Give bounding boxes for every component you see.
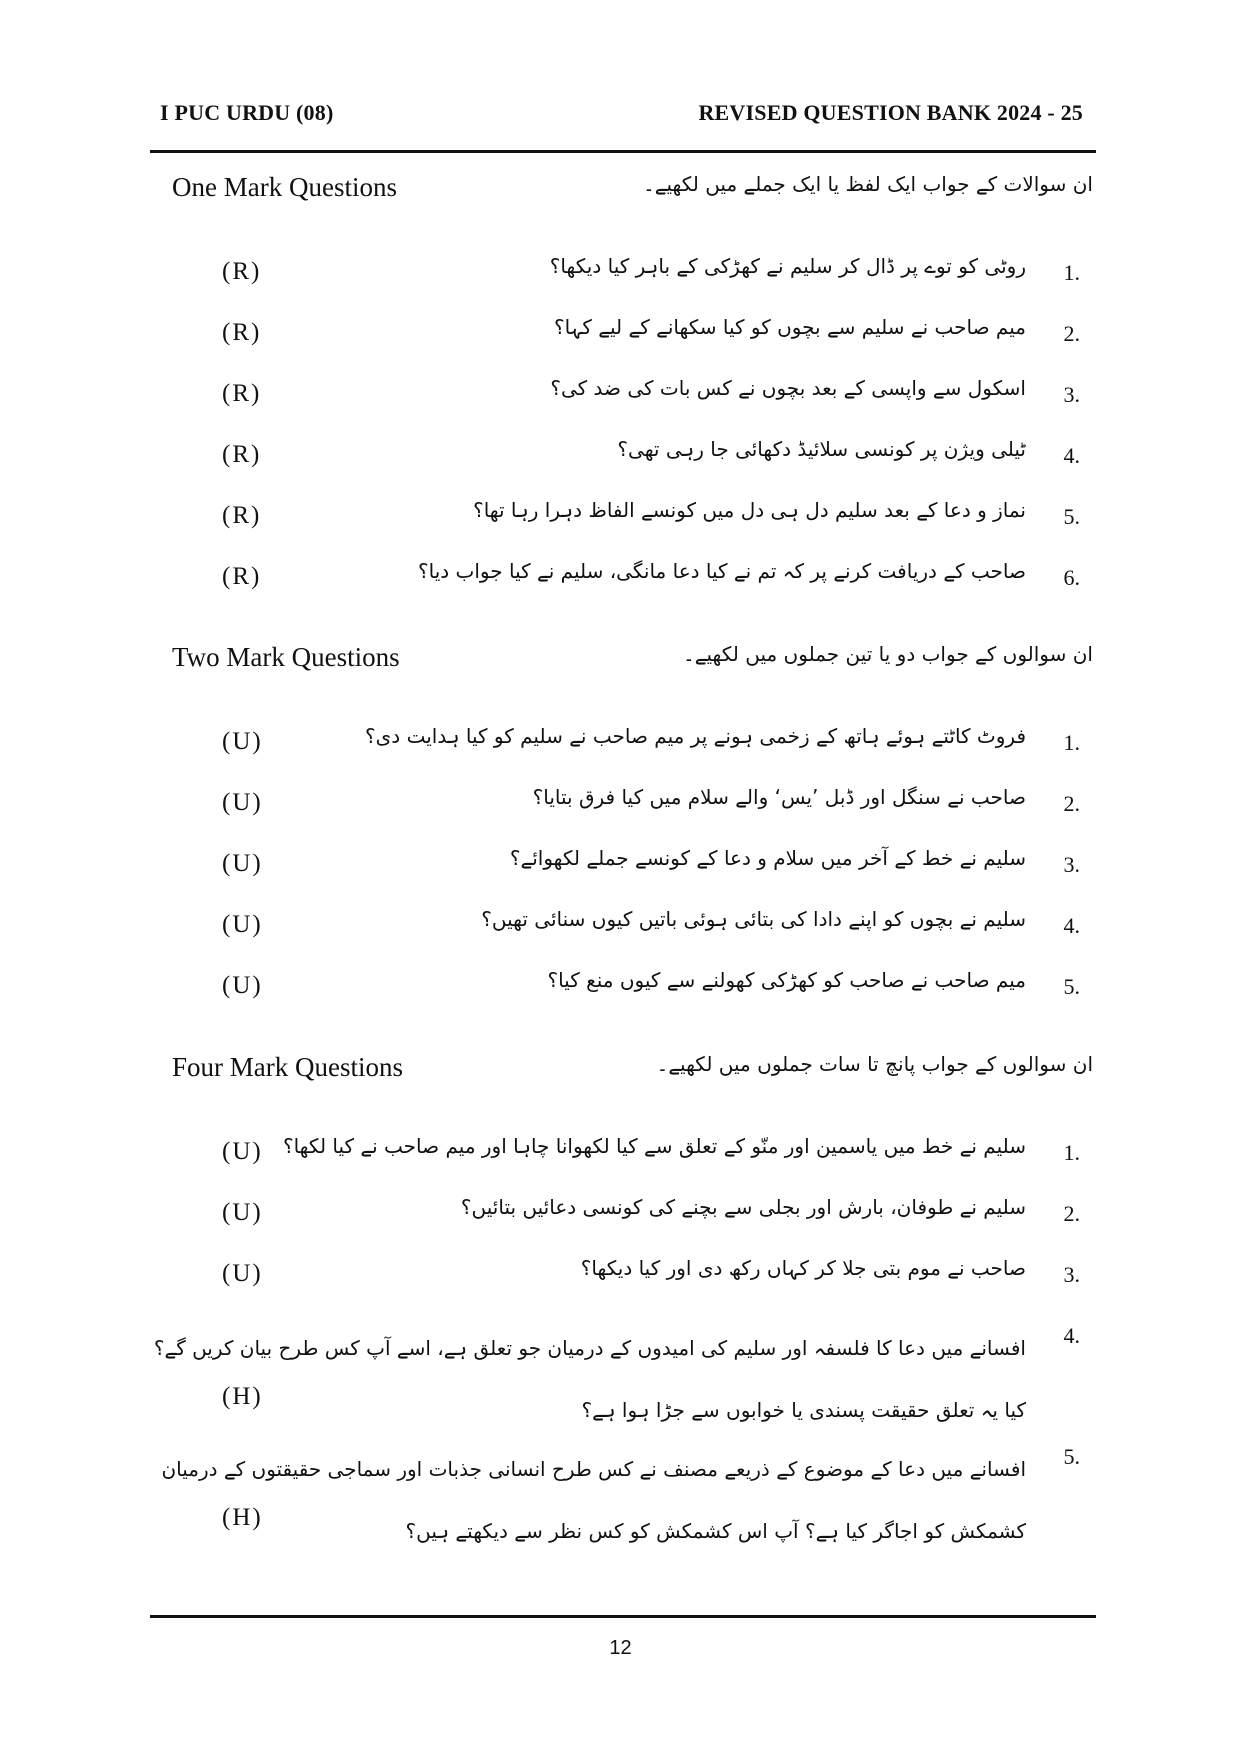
question-text: فروٹ کاٹتے ہوئے ہاتھ کے زخمی ہونے پر میم صاحب نے سلیم کو کیا ہدایت دی؟ xyxy=(365,724,1026,748)
question-level: (U) xyxy=(222,972,263,999)
question-text: صاحب نے سنگل اور ڈبل ’یس‘ والے سلام میں کیا فرق بتایا؟ xyxy=(532,785,1026,809)
question-text: ٹیلی ویژن پر کونسی سلائیڈ دکھائی جا رہی تھی؟ xyxy=(617,437,1026,461)
question-number: 2. xyxy=(1063,791,1080,816)
question-level: (H) xyxy=(222,1383,263,1410)
question-number: 4. xyxy=(1063,443,1080,468)
question-level: (U) xyxy=(222,850,263,877)
question-level: (U) xyxy=(222,1199,263,1226)
header-title: REVISED QUESTION BANK 2024 - 25 xyxy=(698,100,1083,125)
question-text: اسکول سے واپسی کے بعد بچوں نے کس بات کی ضد کی؟ xyxy=(550,376,1026,400)
question-text: نماز و دعا کے بعد سلیم دل ہی دل میں کونسے الفاظ دہرا رہا تھا؟ xyxy=(473,498,1026,522)
question-text: سلیم نے خط کے آخر میں سلام و دعا کے کونسے جملے لکھوائے؟ xyxy=(509,846,1026,870)
question-level: (R) xyxy=(222,563,262,590)
question-text: صاحب کے دریافت کرنے پر کہ تم نے کیا دعا مانگی، سلیم نے کیا جواب دیا؟ xyxy=(418,559,1026,583)
question-text: سلیم نے بچوں کو اپنے دادا کی بتائی ہوئی باتیں کیوں سنائی تھیں؟ xyxy=(481,907,1026,931)
question-row xyxy=(150,437,1096,477)
question-row xyxy=(150,724,1096,764)
question-level: (H) xyxy=(222,1504,263,1531)
page-number: 12 xyxy=(609,1637,632,1659)
question-number: 1. xyxy=(1063,1140,1080,1165)
question-level: (R) xyxy=(222,502,262,529)
question-row xyxy=(150,1256,1096,1296)
question-row xyxy=(150,559,1096,599)
question-number: 2. xyxy=(1063,1201,1080,1226)
question-row xyxy=(150,254,1096,294)
question-level: (U) xyxy=(222,728,263,755)
question-number: 1. xyxy=(1063,730,1080,755)
question-level: (U) xyxy=(222,1138,263,1165)
question-text: افسانے میں دعا کے موضوع کے ذریعے مصنف نے کس طرح انسانی جذبات اور سماجی حقیقتوں کے درمیان کشمکش کو اجاگر کیا ہے؟ آپ اس کشمکش کو کس نظر سے دیکھتے ہیں؟ xyxy=(161,1457,1026,1543)
question-row xyxy=(150,315,1096,355)
question-row xyxy=(150,968,1096,1008)
question-level: (R) xyxy=(222,319,262,346)
question-number: 3. xyxy=(1063,1262,1080,1287)
question-number: 1. xyxy=(1063,260,1080,285)
question-level: (U) xyxy=(222,789,263,816)
section-title-two-mark: Two Mark Questions xyxy=(172,642,400,672)
question-text: سلیم نے طوفان، بارش اور بجلی سے بچنے کی کونسی دعائیں بتائیں؟ xyxy=(460,1195,1026,1219)
header-divider xyxy=(150,150,1096,153)
question-number: 2. xyxy=(1063,321,1080,346)
question-row xyxy=(150,1134,1096,1174)
question-text: صاحب نے موم بتی جلا کر کہاں رکھ دی اور کیا دیکھا؟ xyxy=(580,1256,1026,1280)
question-text: میم صاحب نے صاحب کو کھڑکی کھولنے سے کیوں منع کیا؟ xyxy=(547,968,1026,992)
question-number: 5. xyxy=(1063,504,1080,529)
question-number: 4. xyxy=(1063,1323,1080,1348)
question-row xyxy=(150,785,1096,825)
question-level: (U) xyxy=(222,1260,263,1287)
section-title-one-mark: One Mark Questions xyxy=(172,172,397,202)
question-row xyxy=(150,498,1096,538)
question-number: 3. xyxy=(1063,852,1080,877)
question-number: 4. xyxy=(1063,913,1080,938)
section-instruction-four-mark: ان سوالوں کے جواب پانچ تا سات جملوں میں لکھیے۔ xyxy=(656,1052,1093,1076)
footer-divider xyxy=(150,1615,1096,1618)
question-text: روٹی کو توے پر ڈال کر سلیم نے کھڑکی کے باہر کیا دیکھا؟ xyxy=(549,254,1026,278)
question-number: 5. xyxy=(1063,1444,1080,1469)
question-row xyxy=(150,907,1096,947)
question-level: (R) xyxy=(222,380,262,407)
question-row xyxy=(150,846,1096,886)
question-text: میم صاحب نے سلیم سے بچوں کو کیا سکھانے کے لیے کہا؟ xyxy=(554,315,1026,339)
section-title-four-mark: Four Mark Questions xyxy=(172,1052,403,1082)
question-row xyxy=(150,1438,1096,1558)
question-number: 3. xyxy=(1063,382,1080,407)
question-text: سلیم نے خط میں یاسمین اور منّو کے تعلق سے کیا لکھوانا چاہا اور میم صاحب نے کیا لکھا؟ xyxy=(282,1134,1026,1158)
question-number: 5. xyxy=(1063,974,1080,999)
question-number: 6. xyxy=(1063,565,1080,590)
section-instruction-one-mark: ان سوالات کے جواب ایک لفظ یا ایک جملے میں لکھیے۔ xyxy=(643,172,1093,196)
header-subject: I PUC URDU (08) xyxy=(160,100,334,125)
question-level: (R) xyxy=(222,258,262,285)
section-instruction-two-mark: ان سوالوں کے جواب دو یا تین جملوں میں لکھیے۔ xyxy=(683,642,1093,666)
question-level: (R) xyxy=(222,441,262,468)
question-row xyxy=(150,1195,1096,1235)
question-text: افسانے میں دعا کا فلسفہ اور سلیم کی امیدوں کے درمیان جو تعلق ہے، اسے آپ کس طرح بیان کریں گے؟ کیا یہ تعلق حقیقت پسندی یا خوابوں سے جڑا ہوا ہے؟ xyxy=(153,1336,1026,1422)
question-row xyxy=(150,1317,1096,1437)
question-level: (U) xyxy=(222,911,263,938)
question-row xyxy=(150,376,1096,416)
